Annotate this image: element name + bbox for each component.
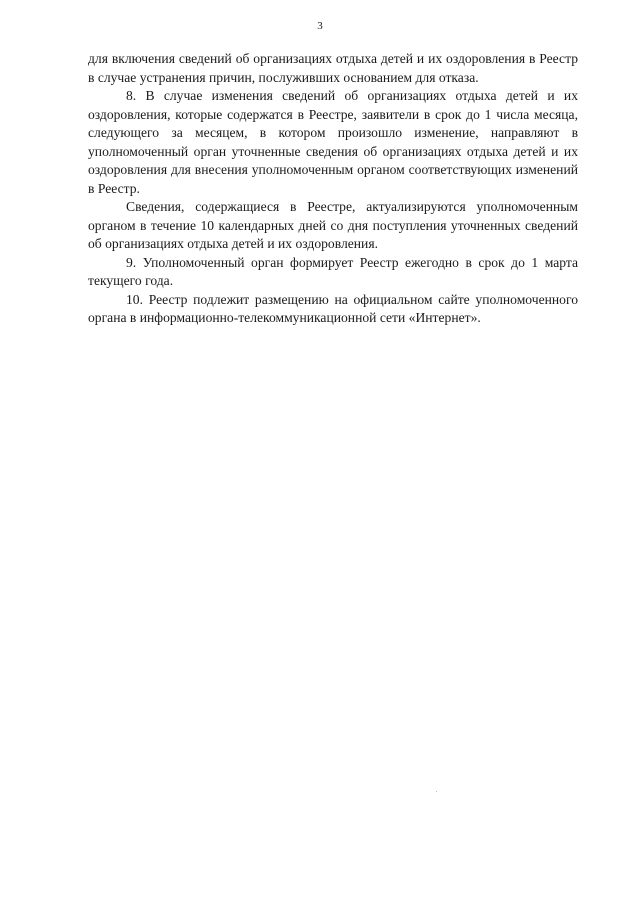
paragraph-continuation: для включения сведений об организациях отдыха детей и их оздоровления в Реестр в случае устранения причин, послуживших основанием для отказа.	[88, 51, 578, 85]
scan-speck	[436, 791, 437, 792]
document-body	[88, 50, 578, 328]
paragraph-registry-update: Сведения, содержащиеся в Реестре, актуализируются уполномоченным органом в течение 10 календарных дней со дня поступления уточненных сведений об организациях отдыха детей и их оздоровления.	[88, 199, 578, 251]
paragraph-item-9: 9. Уполномоченный орган формирует Реестр ежегодно в срок до 1 марта текущего года.	[88, 254, 578, 288]
paragraph-item-8: 8. В случае изменения сведений об организациях отдыха детей и их оздоровления, которые содержатся в Реестре, заявители в срок до 1 числа месяца, следующего за месяцем, в котором произошло изменение, направляют в уполномоченный орган уточненные сведения об организациях отдыха детей и их оздоровления для внесения уполномоченным органом соответствующих изменений в Реестр.	[88, 88, 578, 196]
page-number: 3	[317, 20, 323, 32]
paragraph-item-10: 10. Реестр подлежит размещению на официальном сайте уполномоченного органа в информационно-телекоммуникационной сети «Интернет».	[88, 291, 578, 325]
